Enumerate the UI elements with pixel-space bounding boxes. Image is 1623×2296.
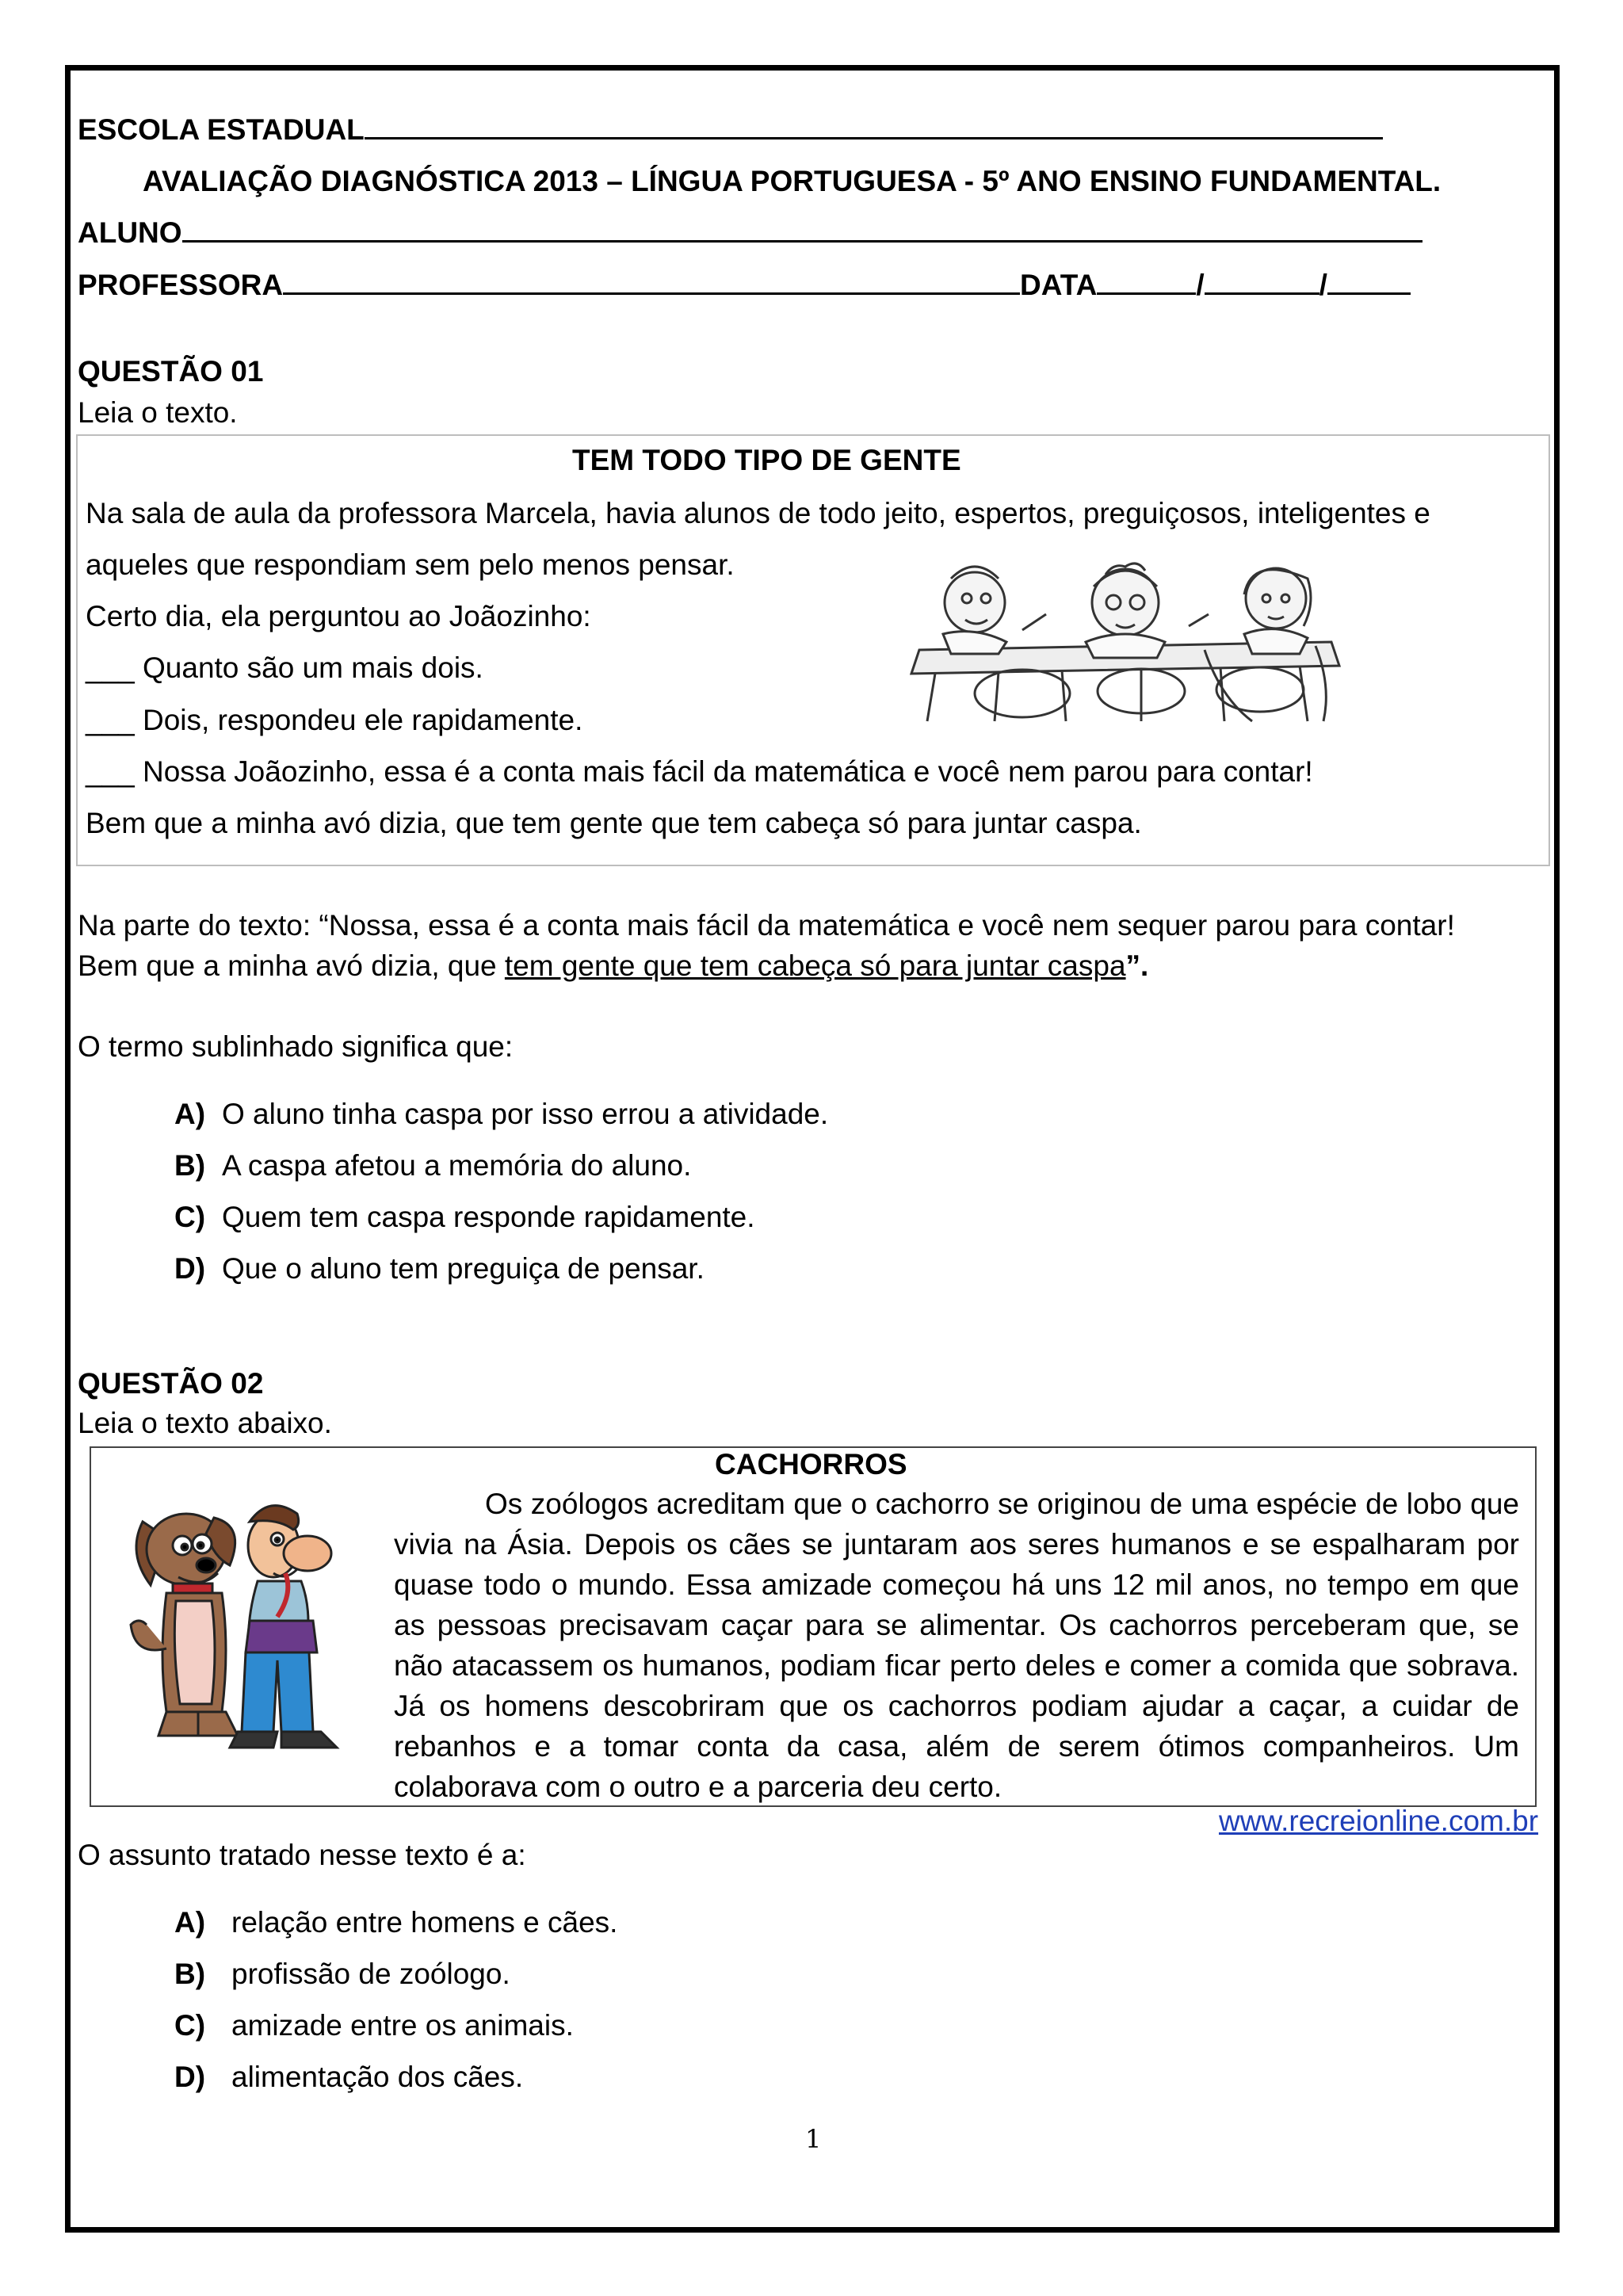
option-text: Quem tem caspa responde rapidamente. xyxy=(222,1201,755,1233)
q2-option-b[interactable] xyxy=(174,1958,510,1991)
q1-text-line: ___ Dois, respondeu ele rapidamente. xyxy=(86,704,583,736)
student-blank[interactable] xyxy=(182,216,1423,243)
dog-and-man-illustration xyxy=(119,1490,372,1775)
date-sep-2: / xyxy=(1319,269,1327,301)
q1-option-b[interactable] xyxy=(174,1149,691,1182)
q1-quote-underlined: tem gente que tem cabeça só para juntar caspa xyxy=(504,949,1126,982)
q1-option-c[interactable] xyxy=(174,1201,755,1234)
option-letter: D) xyxy=(174,1252,206,1285)
classroom-illustration xyxy=(903,555,1355,729)
q1-text-title: TEM TODO TIPO DE GENTE xyxy=(572,444,961,476)
option-text: profissão de zoólogo. xyxy=(231,1958,510,1990)
teacher-date-line xyxy=(78,268,1411,302)
q2-source-link[interactable]: www.recreionline.com.br xyxy=(1219,1805,1539,1837)
exam-title: AVALIAÇÃO DIAGNÓSTICA 2013 – LÍNGUA PORTUGUESA - 5º ANO ENSINO FUNDAMENTAL. xyxy=(143,165,1442,197)
option-letter: D) xyxy=(174,2061,206,2093)
q1-text-line: Bem que a minha avó dizia, que tem gente que tem cabeça só para juntar caspa. xyxy=(86,807,1142,839)
option-letter: A) xyxy=(174,1906,206,1939)
option-letter: C) xyxy=(174,2009,206,2042)
q1-quote-line2 xyxy=(78,949,1148,983)
q2-title: QUESTÃO 02 xyxy=(78,1367,264,1400)
q1-text-line: ___ Quanto são um mais dois. xyxy=(86,651,483,684)
q1-quote-end: ”. xyxy=(1125,949,1149,982)
student-label: ALUNO xyxy=(78,216,182,249)
q2-instruction: Leia o texto abaixo. xyxy=(78,1407,332,1439)
q1-option-d[interactable] xyxy=(174,1252,705,1286)
date-year-blank[interactable] xyxy=(1327,268,1411,295)
option-letter: B) xyxy=(174,1958,206,1990)
page-number: 1 xyxy=(805,2124,822,2154)
q2-source-link-wrap xyxy=(1219,1805,1538,1838)
q1-text-line: aqueles que respondiam sem pelo menos pensar. xyxy=(86,548,735,581)
option-text: amizade entre os animais. xyxy=(231,2009,574,2042)
q2-question: O assunto tratado nesse texto é a: xyxy=(78,1839,526,1871)
school-blank[interactable] xyxy=(365,113,1383,139)
q1-question: O termo sublinhado significa que: xyxy=(78,1030,514,1063)
q1-text-line: ___ Nossa Joãozinho, essa é a conta mais fácil da matemática e você nem parou para contar! xyxy=(86,755,1313,788)
student-line xyxy=(78,216,1423,250)
q1-text-line: Certo dia, ela perguntou ao Joãozinho: xyxy=(86,600,591,632)
q1-quote-start: Bem que a minha avó dizia, que xyxy=(78,949,505,982)
option-letter: C) xyxy=(174,1201,206,1233)
date-day-blank[interactable] xyxy=(1097,268,1196,295)
q2-option-d[interactable] xyxy=(174,2061,523,2094)
teacher-blank[interactable] xyxy=(283,268,1020,295)
q1-text-line: Na sala de aula da professora Marcela, havia alunos de todo jeito, espertos, preguiçosos, inteligentes e xyxy=(86,497,1430,529)
q1-option-a[interactable] xyxy=(174,1098,828,1131)
q2-text-paragraph: Os zoólogos acreditam que o cachorro se originou de uma espécie de lobo que vivia na Ásia. Depois os cães se juntaram aos seres humanos e se espalharam por quase todo o mundo. Essa amizade começou há uns 12 mil anos, no tempo em que as pessoas precisavam caçar para se alimentar. Os cachorros perceberam que, se não atacassem os humanos, podiam ficar perto deles e comer a comida que sobrava. Já os homens descobriram que os cachorros podiam ajudar a caçar, a cuidar de rebanhos e a tomar conta da casa, além de serem ótimos companheiros. Um colaborava com o outro e a parceria deu certo. xyxy=(394,1488,1519,1803)
option-text: O aluno tinha caspa por isso errou a atividade. xyxy=(222,1098,829,1130)
option-text: relação entre homens e cães. xyxy=(231,1906,618,1939)
q1-quote-line1: Na parte do texto: “Nossa, essa é a conta mais fácil da matemática e você nem sequer parou para contar! xyxy=(78,909,1455,942)
option-letter: A) xyxy=(174,1098,206,1130)
date-month-blank[interactable] xyxy=(1205,268,1319,295)
option-text: alimentação dos cães. xyxy=(231,2061,524,2093)
option-text: A caspa afetou a memória do aluno. xyxy=(222,1149,692,1182)
q1-title: QUESTÃO 01 xyxy=(78,355,264,388)
school-line xyxy=(78,113,1383,147)
date-sep-1: / xyxy=(1196,269,1205,301)
date-label: DATA xyxy=(1020,269,1098,301)
q2-option-c[interactable] xyxy=(174,2009,574,2042)
q2-option-a[interactable] xyxy=(174,1906,617,1939)
school-label: ESCOLA ESTADUAL xyxy=(78,113,365,146)
teacher-label: PROFESSORA xyxy=(78,269,284,301)
option-letter: B) xyxy=(174,1149,206,1182)
q1-instruction: Leia o texto. xyxy=(78,396,238,429)
option-text: Que o aluno tem preguiça de pensar. xyxy=(222,1252,705,1285)
q2-text-title: CACHORROS xyxy=(715,1448,907,1480)
